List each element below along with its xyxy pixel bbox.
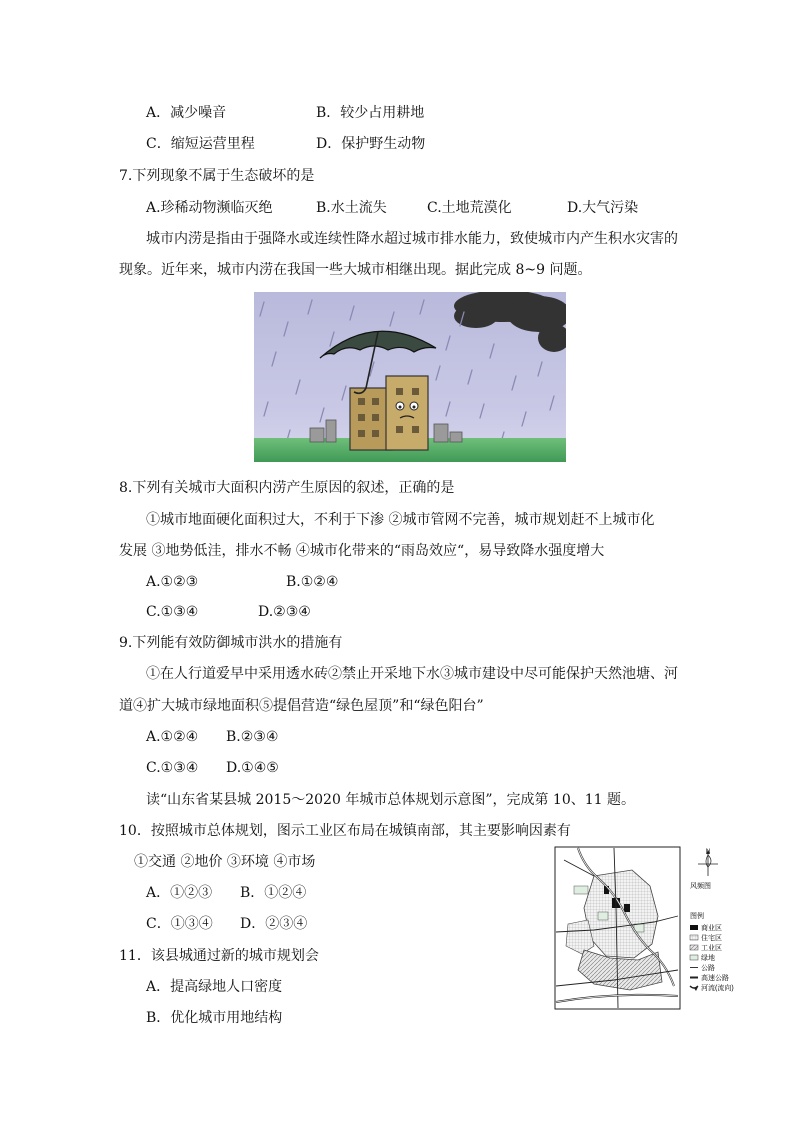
intro-8-9-line1: 城市内涝是指由于强降水或连续性降水超过城市排水能力，致使城市内产生积水灾害的 <box>146 231 678 247</box>
wind-rose-label: 风频图 <box>690 883 711 890</box>
legend-swatches <box>690 925 698 991</box>
q8-option-d: D.②③④ <box>258 604 311 620</box>
legend-commercial: 商业区 <box>701 925 722 932</box>
q11-option-b: B．优化城市用地结构 <box>146 1010 283 1026</box>
q10-option-c: C．①③④ <box>146 916 213 932</box>
q7-stem: 7.下列现象不属于生态破坏的是 <box>119 168 315 184</box>
q9-option-c: C.①③④ <box>146 760 199 776</box>
q10-factors: ①交通 ②地价 ③环境 ④市场 <box>134 854 316 870</box>
q10-option-b: B．①②④ <box>240 885 307 901</box>
q10-option-a: A．①②③ <box>146 885 213 901</box>
legend-industrial: 工业区 <box>701 945 722 952</box>
q8-option-a: A.①②③ <box>146 574 199 590</box>
compass-label: N <box>705 849 711 855</box>
q7-option-a: A.珍稀动物濒临灭绝 <box>146 200 273 216</box>
legend-title: 图例 <box>690 913 704 920</box>
q10-option-d: D．②③④ <box>240 916 308 932</box>
q10-stem: 10．按照城市总体规划，图示工业区布局在城镇南部，其主要影响因素有 <box>119 823 571 839</box>
legend-river: 河流(流向) <box>701 985 734 992</box>
legend-green: 绿地 <box>701 955 715 962</box>
q11-stem: 11．该县城通过新的城市规划会 <box>119 948 319 964</box>
q11-option-a: A．提高绿地人口密度 <box>146 979 283 995</box>
q7-option-b: B.水土流失 <box>316 200 387 216</box>
q9-line2: 道④扩大城市绿地面积⑤提倡营造“绿色屋顶”和“绿色阳台” <box>119 698 484 714</box>
q6-option-d: D．保护野生动物 <box>316 136 426 152</box>
q6-option-c: C．缩短运营里程 <box>146 136 255 152</box>
q8-option-b: B.①②④ <box>286 574 339 590</box>
legend-road: 公路 <box>701 965 715 972</box>
q9-option-a: A.①②④ <box>146 729 199 745</box>
q8-stem: 8.下列有关城市大面积内涝产生原因的叙述，正确的是 <box>119 480 455 496</box>
intro-10-11: 读“山东省某县城 2015～2020 年城市总体规划示意图”，完成第 10、11 题。 <box>146 792 636 808</box>
legend-residential: 住宅区 <box>701 935 722 942</box>
q9-option-d: D.①④⑤ <box>226 760 279 776</box>
q7-option-d: D.大气污染 <box>567 200 639 216</box>
q9-line1: ①在人行道爱早中采用透水砖②禁止开采地下水③城市建设中尽可能保护天然池塘、河 <box>146 666 678 682</box>
intro-8-9-line2: 现象。近年来，城市内涝在我国一些大城市相继出现。据此完成 8~9 问题。 <box>119 262 592 278</box>
q9-option-b: B.②③④ <box>226 729 279 745</box>
legend-highway: 高速公路 <box>701 975 729 982</box>
q6-option-a: A．减少噪音 <box>146 105 227 121</box>
city-planning-map <box>554 846 736 1010</box>
q9-stem: 9.下列能有效防御城市洪水的措施有 <box>119 635 343 651</box>
q8-line2: 发展 ③地势低洼，排水不畅 ④城市化带来的“雨岛效应“，易导致降水强度增大 <box>119 543 605 559</box>
q6-option-b: B．较少占用耕地 <box>316 105 425 121</box>
urban-flooding-cartoon <box>254 292 566 462</box>
q8-option-c: C.①③④ <box>146 604 199 620</box>
q7-option-c: C.土地荒漠化 <box>427 200 512 216</box>
q8-line1: ①城市地面硬化面积过大，不利于下渗 ②城市管网不完善，城市规划赶不上城市化 <box>146 512 655 528</box>
